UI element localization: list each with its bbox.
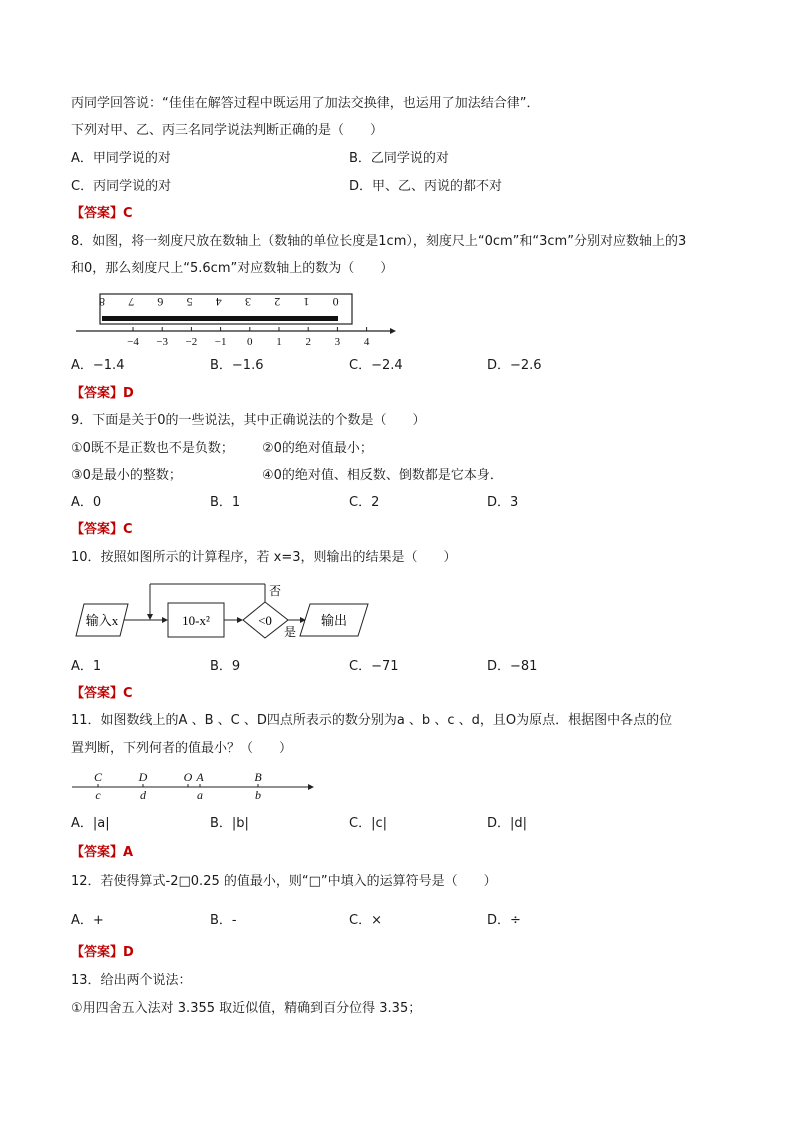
q7-bing-statement: 丙同学回答说：“佳佳在解答过程中既运用了加法交换律，也运用了加法结合律”． xyxy=(71,96,540,111)
q8-option-a: A．−1.4 xyxy=(71,358,125,373)
q8-stem-line2: 和0，那么刻度尺上“5.6cm”对应数轴上的数为（ ） xyxy=(71,261,394,276)
axis-label: −3 xyxy=(156,336,169,348)
point-c-label: C xyxy=(93,770,103,784)
q9-answer xyxy=(71,521,133,539)
q7-option-a: A．甲同学说的对 xyxy=(71,151,171,166)
q11-stem-line1: 11．如图数线上的A 、B 、C 、D四点所表示的数分别为a 、b 、c 、d，且O为原点．根据图中各点的位 xyxy=(71,713,673,728)
q10-stem: 10．按照如图所示的计算程序，若 x=3，则输出的结果是（ ） xyxy=(71,550,457,565)
q12-stem: 12．若使得算式-2□0.25 的值最小，则“□”中填入的运算符号是（ ） xyxy=(71,874,497,889)
q9-statement-2: ②0的绝对值最小； xyxy=(262,441,373,456)
q9-stem: 9．下面是关于0的一些说法，其中正确说法的个数是（ ） xyxy=(71,413,426,428)
no-label: 否 xyxy=(269,584,282,598)
axis-label: −2 xyxy=(185,336,198,348)
q11-number-line xyxy=(72,768,322,802)
answer-label: 【答案】 xyxy=(71,845,124,860)
point-d-label: D xyxy=(138,770,148,784)
q12-option-a: A．+ xyxy=(71,913,104,928)
yes-label: 是 xyxy=(284,625,297,639)
q7-answer xyxy=(71,205,133,223)
point-a-label: A xyxy=(196,770,204,784)
q10-option-b: B．9 xyxy=(210,659,241,674)
q10-option-c: C．−71 xyxy=(349,659,399,674)
ruler-label-8: 8 xyxy=(99,295,105,309)
q12-option-d: D．÷ xyxy=(487,913,521,928)
q11-option-c: C．|c| xyxy=(349,816,387,831)
answer-value: D xyxy=(123,386,134,401)
answer-label: 【答案】 xyxy=(71,686,124,701)
answer-value: D xyxy=(123,945,134,960)
q11-answer xyxy=(71,844,133,862)
q9-statement-3: ③0是最小的整数； xyxy=(71,468,182,483)
q9-option-a: A．0 xyxy=(71,495,102,510)
arrow-icon xyxy=(147,614,153,620)
axis-label: −1 xyxy=(214,336,227,348)
ruler-black-bar xyxy=(102,316,338,321)
answer-value: A xyxy=(123,845,134,860)
value-a-label: a xyxy=(197,788,203,802)
q11-option-a: A．|a| xyxy=(71,816,110,831)
value-c-label: c xyxy=(95,788,101,802)
axis-label: −4 xyxy=(127,336,139,348)
q11-stem-line2: 置判断，下列何者的值最小？（ ） xyxy=(71,741,293,756)
axis-label: 0 xyxy=(247,336,253,348)
ruler-label-0: 0 xyxy=(332,295,339,309)
q7-stem: 下列对甲、乙、丙三名同学说法判断正确的是（ ） xyxy=(71,123,384,138)
q8-stem-line1: 8．如图，将一刻度尺放在数轴上（数轴的单位长度是1cm），刻度尺上“0cm”和“3cm”分别对应数轴上的3 xyxy=(71,234,687,249)
q8-answer xyxy=(71,385,134,403)
axis-label: 3 xyxy=(334,336,341,348)
q10-answer xyxy=(71,685,133,703)
q13-stem: 13．给出两个说法： xyxy=(71,973,192,988)
answer-label: 【答案】 xyxy=(71,945,124,960)
axis-arrow-icon xyxy=(390,328,396,334)
ruler-label-6: 6 xyxy=(157,295,164,309)
q8-option-d: D．−2.6 xyxy=(487,358,542,373)
arrow-icon xyxy=(162,617,168,623)
answer-label: 【答案】 xyxy=(71,522,124,537)
axis-arrow-icon xyxy=(308,784,314,790)
q11-option-d: D．|d| xyxy=(487,816,528,831)
point-o-label: O xyxy=(183,770,193,784)
axis-label: 2 xyxy=(305,336,311,348)
calc-label: 10-x² xyxy=(182,613,210,628)
ruler-label-7: 7 xyxy=(128,295,135,309)
q8-ruler-figure xyxy=(72,290,402,350)
q9-statement-4: ④0的绝对值、相反数、倒数都是它本身． xyxy=(262,468,503,483)
q9-option-c: C．2 xyxy=(349,495,380,510)
answer-value: C xyxy=(123,686,133,701)
answer-label: 【答案】 xyxy=(71,386,124,401)
condition-label: <0 xyxy=(258,613,272,628)
q7-option-b: B．乙同学说的对 xyxy=(349,151,449,166)
q10-flowchart xyxy=(72,580,372,642)
q7-option-c: C．丙同学说的对 xyxy=(71,179,172,194)
q12-option-b: B．- xyxy=(210,913,237,928)
q10-option-d: D．−81 xyxy=(487,659,538,674)
axis-label: 4 xyxy=(363,336,370,348)
answer-value: C xyxy=(123,206,133,221)
ruler-label-2: 2 xyxy=(274,295,281,309)
q13-statement-1: ①用四舍五入法对 3.355 取近似值，精确到百分位得 3.35； xyxy=(71,1001,422,1016)
answer-value: C xyxy=(123,522,133,537)
ruler-label-3: 3 xyxy=(245,295,251,309)
output-label: 输出 xyxy=(320,613,348,628)
q11-option-b: B．|b| xyxy=(210,816,249,831)
q12-answer xyxy=(71,944,134,962)
q8-option-b: B．−1.6 xyxy=(210,358,264,373)
answer-label: 【答案】 xyxy=(71,206,124,221)
arrow-icon xyxy=(237,617,243,623)
q9-option-b: B．1 xyxy=(210,495,241,510)
ruler-label-4: 4 xyxy=(215,295,222,309)
value-d-label: d xyxy=(140,788,146,802)
q10-option-a: A．1 xyxy=(71,659,102,674)
q8-option-c: C．−2.4 xyxy=(349,358,403,373)
q12-option-c: C．× xyxy=(349,913,382,928)
ruler-label-1: 1 xyxy=(303,295,310,309)
value-b-label: b xyxy=(255,788,261,802)
q7-option-d: D．甲、乙、丙说的都不对 xyxy=(349,179,503,194)
ruler-label-5: 5 xyxy=(186,295,193,309)
axis-label: 1 xyxy=(276,336,282,348)
q9-option-d: D．3 xyxy=(487,495,519,510)
input-label: 输入x xyxy=(85,613,119,628)
q9-statement-1: ①0既不是正数也不是负数； xyxy=(71,441,234,456)
point-b-label: B xyxy=(254,770,262,784)
